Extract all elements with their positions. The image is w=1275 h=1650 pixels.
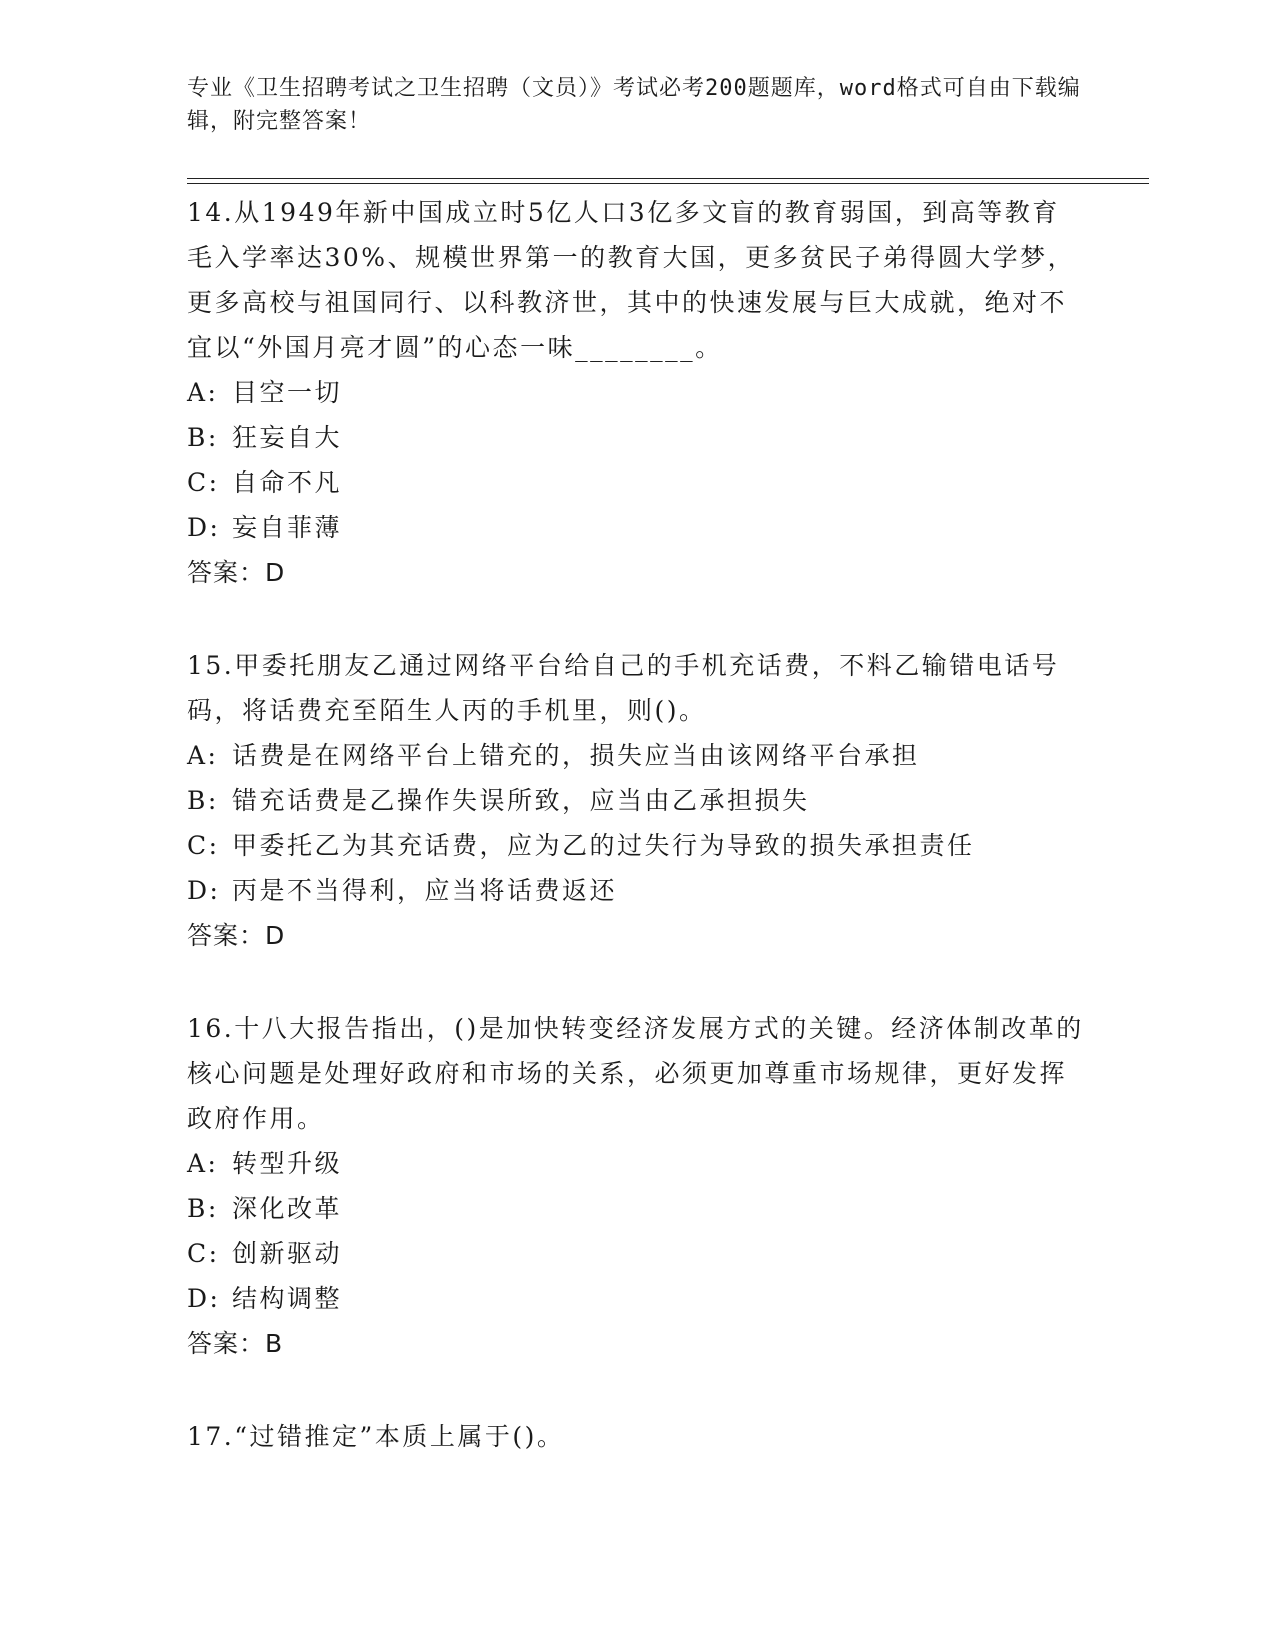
- option-text: 目空一切: [232, 378, 343, 407]
- option-text: 丙是不当得利，应当将话费返还: [232, 876, 618, 905]
- option-text: 自命不凡: [232, 468, 343, 497]
- option-letter: B:: [187, 423, 219, 452]
- option-a: [187, 733, 1087, 778]
- option-c: [187, 460, 1087, 505]
- option-d: [187, 868, 1087, 913]
- question-17: [187, 1414, 1087, 1459]
- option-letter: D:: [187, 1284, 221, 1313]
- header-rule-bottom: [187, 183, 1149, 184]
- option-letter: C:: [187, 468, 220, 497]
- option-text: 结构调整: [232, 1284, 343, 1313]
- answer-label: 答案：D: [187, 558, 286, 587]
- question-text: 16.十八大报告指出，()是加快转变经济发展方式的关键。经济体制改革的核心问题是处理好政府和市场的关系，必须更加尊重市场规律，更好发挥政府作用。: [187, 1014, 1084, 1133]
- option-text: 话费是在网络平台上错充的，损失应当由该网络平台承担: [232, 741, 920, 770]
- option-letter: C:: [187, 1239, 220, 1268]
- option-letter: A:: [187, 1149, 219, 1178]
- question-15: [187, 643, 1087, 958]
- question-list: [187, 190, 1087, 1507]
- question-16: [187, 1006, 1087, 1366]
- option-text: 创新驱动: [232, 1239, 343, 1268]
- option-letter: A:: [187, 741, 219, 770]
- document-header: 专业《卫生招聘考试之卫生招聘（文员）》考试必考200题题库，word格式可自由下载编辑，附完整答案！: [187, 76, 1081, 134]
- option-text: 转型升级: [232, 1149, 343, 1178]
- option-a: [187, 1141, 1087, 1186]
- option-c: [187, 1231, 1087, 1276]
- option-letter: D:: [187, 513, 221, 542]
- option-b: [187, 415, 1087, 460]
- answer-label: 答案：B: [187, 1329, 284, 1358]
- header-rule-top: [187, 178, 1149, 179]
- option-a: [187, 370, 1087, 415]
- option-letter: B:: [187, 1194, 219, 1223]
- option-text: 妄自菲薄: [232, 513, 343, 542]
- question-text: 14.从1949年新中国成立时5亿人口3亿多文盲的教育弱国，到高等教育毛入学率达30%、规模世界第一的教育大国，更多贫民子弟得圆大学梦，更多高校与祖国同行、以科教济世，其中的快速发展与巨大成就，绝对不宜以“外国月亮才圆”的心态一味________。: [187, 198, 1076, 362]
- option-d: [187, 505, 1087, 550]
- option-letter: B:: [187, 786, 219, 815]
- option-d: [187, 1276, 1087, 1321]
- question-text: 15.甲委托朋友乙通过网络平台给自己的手机充话费，不料乙输错电话号码，将话费充至陌生人丙的手机里，则()。: [187, 651, 1060, 725]
- option-letter: D:: [187, 876, 221, 905]
- option-b: [187, 778, 1087, 823]
- question-14: [187, 190, 1087, 595]
- option-letter: A:: [187, 378, 219, 407]
- option-text: 甲委托乙为其充话费，应为乙的过失行为导致的损失承担责任: [232, 831, 975, 860]
- option-letter: C:: [187, 831, 220, 860]
- option-c: [187, 823, 1087, 868]
- option-text: 深化改革: [232, 1194, 343, 1223]
- option-text: 错充话费是乙操作失误所致，应当由乙承担损失: [232, 786, 810, 815]
- answer-label: 答案：D: [187, 921, 286, 950]
- option-text: 狂妄自大: [232, 423, 343, 452]
- question-text: 17.“过错推定”本质上属于()。: [187, 1422, 565, 1451]
- option-b: [187, 1186, 1087, 1231]
